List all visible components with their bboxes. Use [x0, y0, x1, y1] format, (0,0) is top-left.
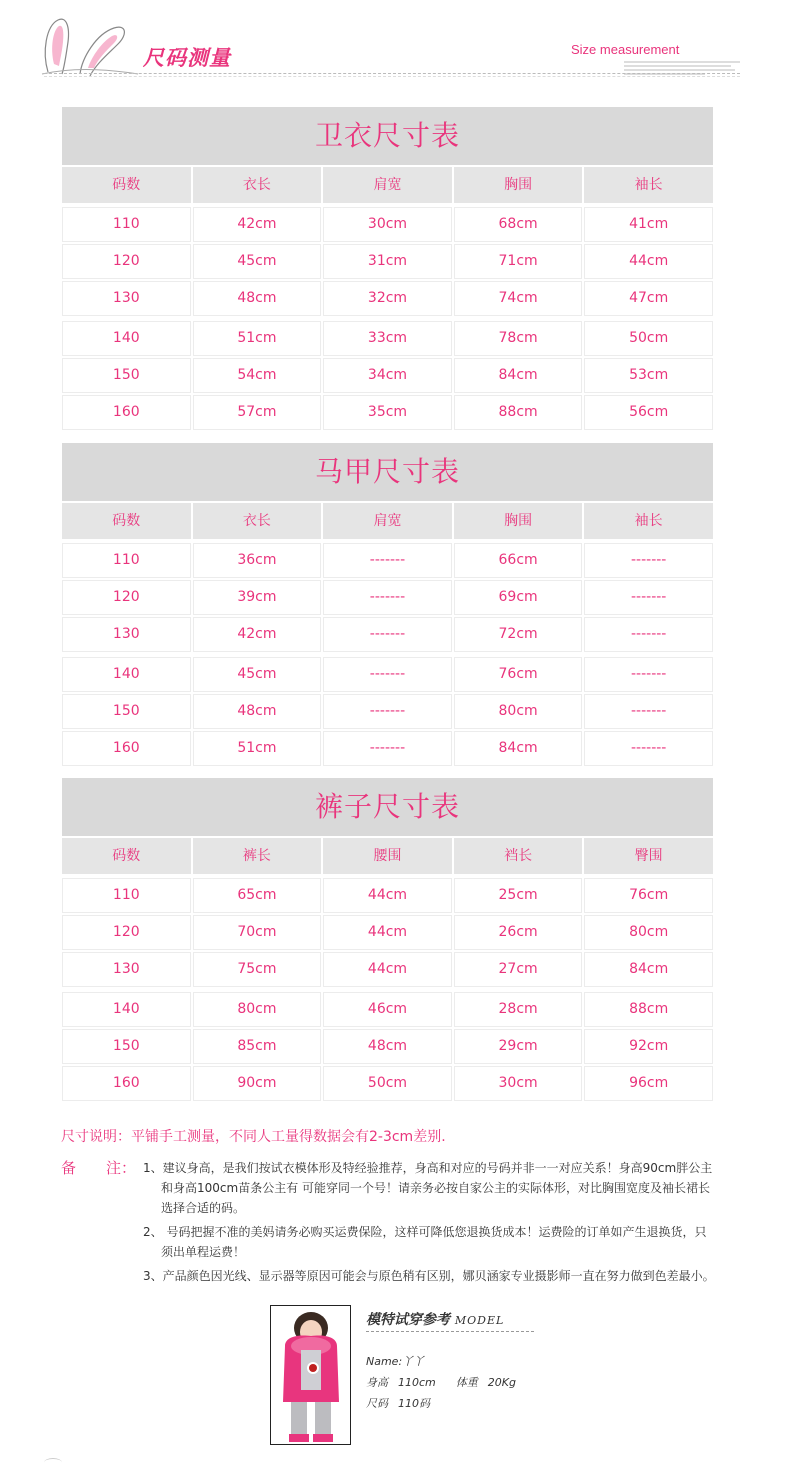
table-cell: 35cm: [323, 395, 452, 430]
table-header-row: [62, 503, 713, 539]
table-cell: 160: [62, 1066, 191, 1101]
table-cell: 56cm: [584, 395, 713, 430]
table-cell: 85cm: [193, 1029, 322, 1064]
table-cell: -------: [584, 580, 713, 615]
table-row: [62, 617, 713, 652]
page-title: 尺码测量: [143, 45, 231, 70]
table-cell: 78cm: [454, 321, 583, 356]
remark-line: 选择合适的码。: [161, 1201, 246, 1215]
table-cell: 45cm: [193, 244, 322, 279]
table-cell: 48cm: [323, 1029, 452, 1064]
decorative-fine-text: [624, 59, 740, 77]
remark-item: [143, 1222, 731, 1262]
table-cell: 44cm: [323, 878, 452, 913]
table-row: [62, 731, 713, 766]
table-row: [62, 694, 713, 729]
table-cell: 44cm: [584, 244, 713, 279]
model-name-value: 丫丫: [402, 1355, 425, 1368]
table-cell: -------: [323, 731, 452, 766]
table-cell: 44cm: [323, 915, 452, 950]
column-header: 胸围: [454, 503, 583, 539]
table-cell: 47cm: [584, 281, 713, 316]
table-cell: 25cm: [454, 878, 583, 913]
table-cell: 51cm: [193, 321, 322, 356]
table-cell: -------: [323, 694, 452, 729]
remark-list: [143, 1158, 731, 1286]
table-cell: 71cm: [454, 244, 583, 279]
size-table-hoodie: [62, 107, 713, 432]
table-row: [62, 878, 713, 913]
column-header: 裆长: [454, 838, 583, 874]
table-cell: 130: [62, 617, 191, 652]
column-header: 衣长: [193, 167, 322, 203]
remarks: [61, 1158, 731, 1286]
model-photo: [270, 1305, 351, 1445]
table-cell: 84cm: [584, 952, 713, 987]
model-divider: [366, 1331, 534, 1332]
header-divider: [44, 73, 740, 74]
notes-section: [61, 1126, 731, 1286]
table-cell: 36cm: [193, 543, 322, 578]
column-header: 袖长: [584, 167, 713, 203]
table-cell: 75cm: [193, 952, 322, 987]
table-cell: 74cm: [454, 281, 583, 316]
table-cell: 29cm: [454, 1029, 583, 1064]
table-cell: 140: [62, 657, 191, 692]
model-name-row: [366, 1351, 516, 1372]
table-cell: 120: [62, 580, 191, 615]
table-cell: -------: [584, 617, 713, 652]
model-title-en: MODEL: [454, 1314, 505, 1327]
table-cell: 53cm: [584, 358, 713, 393]
column-header: 胸围: [454, 167, 583, 203]
table-cell: 130: [62, 281, 191, 316]
table-cell: 45cm: [193, 657, 322, 692]
model-name-label: Name:: [366, 1355, 403, 1368]
model-title-cn: 模特试穿参考: [366, 1312, 450, 1328]
table-row: [62, 657, 713, 692]
table-cell: 120: [62, 244, 191, 279]
table-header-row: [62, 838, 713, 874]
remark-line: 3、产品颜色因光线、显示器等原因可能会与原色稍有区别，娜贝涵家专业摄影师一直在努力做到色差最小。: [143, 1269, 715, 1283]
table-row: [62, 1066, 713, 1101]
table-row: [62, 1029, 713, 1064]
table-cell: 160: [62, 731, 191, 766]
table-cell: 50cm: [323, 1066, 452, 1101]
table-cell: -------: [584, 694, 713, 729]
table-cell: 51cm: [193, 731, 322, 766]
table-title: 马甲尺寸表: [62, 443, 713, 501]
column-header: 肩宽: [323, 503, 452, 539]
table-cell: 54cm: [193, 358, 322, 393]
table-cell: 88cm: [454, 395, 583, 430]
column-header: 码数: [62, 167, 191, 203]
remark-label-part: 注：: [106, 1159, 137, 1177]
header-divider-secondary: [44, 76, 740, 77]
table-cell: 92cm: [584, 1029, 713, 1064]
table-cell: 28cm: [454, 992, 583, 1027]
table-cell: 68cm: [454, 207, 583, 242]
table-cell: 27cm: [454, 952, 583, 987]
bunny-ears-logo: [40, 12, 140, 76]
column-header: 肩宽: [323, 167, 452, 203]
column-header: 衣长: [193, 503, 322, 539]
model-size-label: 尺码: [366, 1397, 388, 1410]
table-cell: 32cm: [323, 281, 452, 316]
table-cell: -------: [584, 543, 713, 578]
table-cell: 50cm: [584, 321, 713, 356]
model-size-row: [366, 1393, 516, 1414]
table-row: [62, 244, 713, 279]
table-cell: 30cm: [454, 1066, 583, 1101]
model-weight-value: 20Kg: [487, 1376, 516, 1389]
page-header: [0, 0, 790, 90]
table-cell: 76cm: [584, 878, 713, 913]
column-header: 裤长: [193, 838, 322, 874]
table-cell: 80cm: [193, 992, 322, 1027]
table-cell: 48cm: [193, 281, 322, 316]
table-cell: 39cm: [193, 580, 322, 615]
table-cell: 84cm: [454, 731, 583, 766]
table-row: [62, 915, 713, 950]
table-row: [62, 543, 713, 578]
remark-line: 和身高100cm苗条公主有 可能穿同一个号！请亲务必按自家公主的实际体形，对比胸围宽度及袖长裙长: [161, 1181, 711, 1195]
table-cell: 70cm: [193, 915, 322, 950]
remark-label: [61, 1158, 136, 1178]
table-cell: 30cm: [323, 207, 452, 242]
table-cell: 34cm: [323, 358, 452, 393]
remark-line: 须出单程运费！: [161, 1245, 246, 1259]
table-cell: 65cm: [193, 878, 322, 913]
column-header: 臀围: [584, 838, 713, 874]
table-row: [62, 580, 713, 615]
table-cell: 80cm: [454, 694, 583, 729]
table-cell: 150: [62, 694, 191, 729]
table-cell: 150: [62, 1029, 191, 1064]
table-cell: -------: [584, 657, 713, 692]
table-cell: -------: [584, 731, 713, 766]
table-cell: 160: [62, 395, 191, 430]
model-size-value: 110码: [398, 1397, 430, 1410]
table-cell: 120: [62, 915, 191, 950]
table-cell: 80cm: [584, 915, 713, 950]
table-row: [62, 395, 713, 430]
table-row: [62, 992, 713, 1027]
table-cell: 110: [62, 878, 191, 913]
table-cell: -------: [323, 580, 452, 615]
table-cell: 110: [62, 543, 191, 578]
table-cell: 140: [62, 992, 191, 1027]
table-header-row: [62, 167, 713, 203]
size-note: 尺寸说明：平铺手工测量，不同人工量得数据会有2-3cm差别.: [61, 1129, 446, 1145]
table-cell: 42cm: [193, 207, 322, 242]
table-cell: -------: [323, 543, 452, 578]
table-cell: 130: [62, 952, 191, 987]
table-cell: 90cm: [193, 1066, 322, 1101]
table-cell: 110: [62, 207, 191, 242]
column-header: 码数: [62, 838, 191, 874]
table-row: [62, 281, 713, 316]
model-info: [366, 1351, 516, 1414]
model-height-label: 身高: [366, 1376, 388, 1389]
table-cell: 57cm: [193, 395, 322, 430]
remark-label-part: 备: [61, 1159, 77, 1177]
table-row: [62, 952, 713, 987]
model-weight-label: 体重: [455, 1376, 478, 1389]
table-cell: 66cm: [454, 543, 583, 578]
table-cell: 88cm: [584, 992, 713, 1027]
column-header: 袖长: [584, 503, 713, 539]
page-subtitle: Size measurement: [571, 42, 680, 57]
remark-line: 1、建议身高，是我们按试衣模体形及特经验推荐，身高和对应的号码并非一一对应关系！身高90cm胖公主: [143, 1161, 713, 1175]
table-cell: 96cm: [584, 1066, 713, 1101]
table-cell: 33cm: [323, 321, 452, 356]
table-cell: 140: [62, 321, 191, 356]
table-cell: 26cm: [454, 915, 583, 950]
table-title: 卫衣尺寸表: [62, 107, 713, 165]
table-cell: 42cm: [193, 617, 322, 652]
remark-item: [143, 1266, 731, 1286]
table-cell: 31cm: [323, 244, 452, 279]
model-height-value: 110cm: [398, 1376, 436, 1389]
table-cell: 44cm: [323, 952, 452, 987]
table-cell: 72cm: [454, 617, 583, 652]
table-row: [62, 207, 713, 242]
table-cell: 150: [62, 358, 191, 393]
model-title: [366, 1309, 504, 1329]
table-cell: 46cm: [323, 992, 452, 1027]
table-cell: -------: [323, 657, 452, 692]
table-cell: 41cm: [584, 207, 713, 242]
table-row: [62, 358, 713, 393]
column-header: 腰围: [323, 838, 452, 874]
size-table-pants: [62, 778, 713, 1103]
remark-line: 2、 号码把握不准的美妈请务必购买运费保险，这样可降低您退换货成本！运费险的订单如产生退换货，只: [143, 1225, 707, 1239]
model-stats-row: [366, 1372, 516, 1393]
table-row: [62, 321, 713, 356]
model-reference: [270, 1305, 570, 1445]
size-table-vest: [62, 443, 713, 768]
remark-item: [143, 1158, 731, 1218]
table-cell: 48cm: [193, 694, 322, 729]
column-header: 码数: [62, 503, 191, 539]
table-cell: 84cm: [454, 358, 583, 393]
table-cell: -------: [323, 617, 452, 652]
table-cell: 76cm: [454, 657, 583, 692]
table-title: 裤子尺寸表: [62, 778, 713, 836]
table-cell: 69cm: [454, 580, 583, 615]
